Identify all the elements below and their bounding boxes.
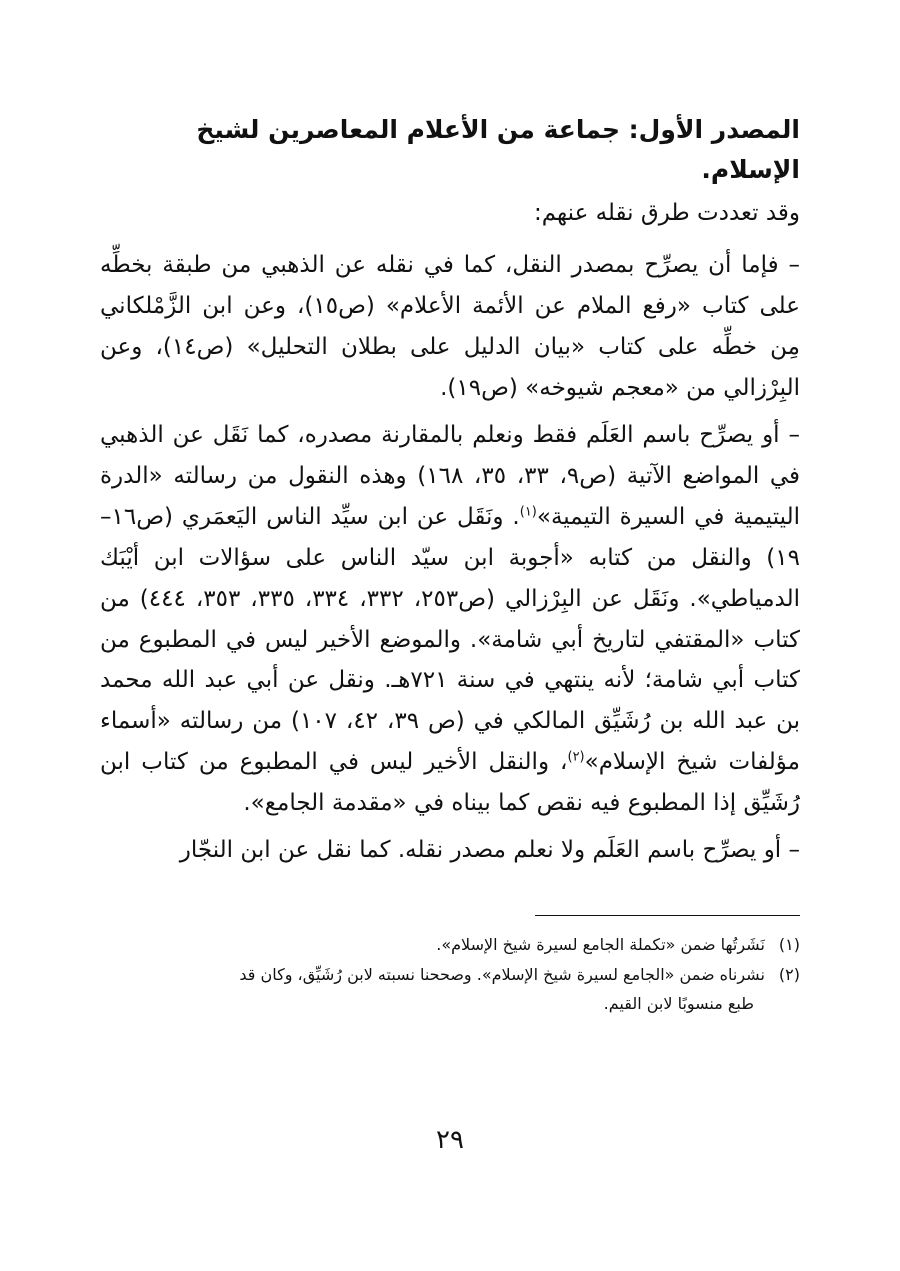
- footnote-ref-2[interactable]: (٢): [567, 749, 585, 765]
- footnote-ref-1[interactable]: (١): [519, 504, 537, 520]
- page-number: ٢٩: [436, 1125, 464, 1155]
- section-heading: المصدر الأول: جماعة من الأعلام المعاصرين لشيخ الإسلام.: [196, 115, 800, 184]
- intro-line: وقد تعددت طرق نقله عنهم:: [533, 200, 800, 226]
- paragraph-3: – أو يصرِّح باسم العَلَم ولا نعلم مصدر نقله. كما نقل عن ابن النجّار: [179, 837, 800, 864]
- paragraph-2-text-a: – أو يصرِّح باسم العَلَم فقط ونعلم بالمقارنة مصدره، كما نَقَل عن الذهبي في المواضع الآتية (ص٩، ٣٣، ٣٥، ١٦٨) وهذه النقول من رسالته «الدرة اليتيمية في السيرة التيمية»: [100, 421, 801, 530]
- footnote-1: [100, 930, 800, 960]
- footnote-2: [100, 960, 800, 990]
- footnote-2-continuation: طبع منسوبًا لابن القيم.: [603, 994, 754, 1014]
- footnote-2-text: نشرناه ضمن «الجامع لسيرة شيخ الإسلام». وصححنا نسبته لابن رُشَيِّق، وكان قد: [239, 964, 765, 984]
- footnote-1-text: نَشَرتُها ضمن «تكملة الجامع لسيرة شيخ الإسلام».: [436, 935, 765, 955]
- footnote-1-number: (١): [778, 935, 800, 955]
- paragraph-2: [100, 415, 800, 824]
- footnote-2-number: (٢): [778, 964, 800, 984]
- paragraph-2-text-c: ، والنقل الأخير ليس في المطبوع من كتاب ابن رُشَيِّق إذا المطبوع فيه نقص كما بيناه في «مقدمة الجامع».: [100, 749, 800, 817]
- paragraph-2-text-b: . ونَقَل عن ابن سيِّد الناس اليَعمَري (ص١٦–١٩) والنقل من كتابه «أجوبة ابن سيّد الناس على سؤالات ابن أيْبَك الدمياطي». ونَقَل عن البِرْزالي (ص٢٥٣، ٣٣٢، ٣٣٤، ٣٣٥، ٣٥٣، ٤٤٤) من كتاب «المقتفي لتاريخ أبي شامة». والموضع الأخير ليس في المطبوع من كتاب أبي شامة؛ لأنه ينتهي في سنة ٧٢١هـ. ونقل عن أبي عبد الله محمد بن عبد الله بن رُشَيِّق المالكي في (ص ٣٩، ٤٢، ١٠٧) من رسالته «أسماء مؤلفات شيخ الإسلام»: [100, 503, 801, 776]
- footnote-divider: [535, 915, 800, 916]
- paragraph-1: – فإما أن يصرِّح بمصدر النقل، كما في نقله عن الذهبي من طبقة بخطِّه على كتاب «رفع الملام عن الأئمة الأعلام» (ص١٥)، وعن ابن الزَّمْلكاني مِن خطِّه على كتاب «بيان الدليل على بطلان التحليل» (ص١٤)، وعن البِرْزالي من «معجم شيوخه» (ص١٩).: [100, 252, 800, 401]
